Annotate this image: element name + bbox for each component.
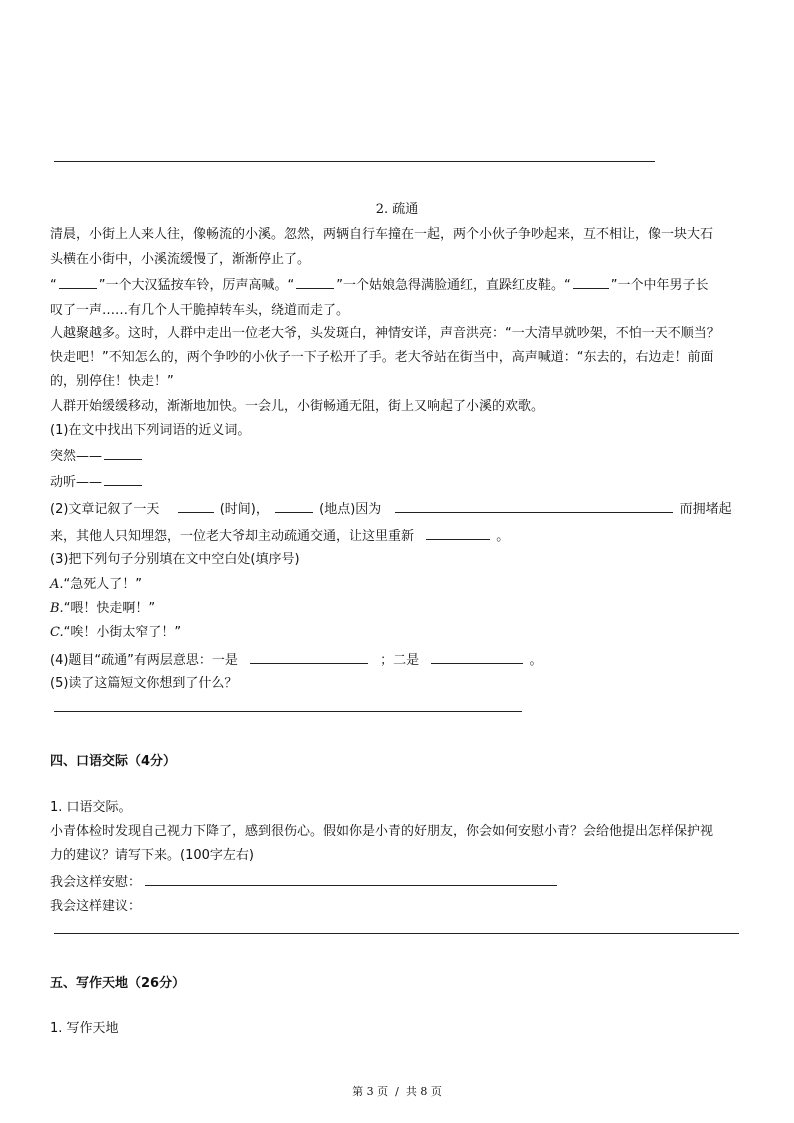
answer-line[interactable] [54,711,522,712]
answer-blank[interactable] [296,276,334,289]
prompt-line: 力的建议？请写下来。(100字左右) [50,848,254,863]
suggest-label: 我会这样建议： [50,899,142,914]
answer-blank[interactable] [275,500,313,513]
option-text: “喂！快走啊！” [63,601,156,616]
subquestion-1: (1)在文中找出下列词语的近义词。 [50,423,251,438]
subquestion-3: (3)把下列句子分别填在文中空白处(填序号) [50,552,300,567]
option-c [50,621,181,640]
passage-line: 人越聚越多。这时，人群中走出一位老大爷，头发斑白，神情安详，声音洪亮：“一大清早就吵架，不怕一天不顺当？ [50,326,720,341]
question-title: 2. 疏通 [375,202,419,217]
q-text: (时间)， [219,502,269,517]
answer-blank[interactable] [59,276,97,289]
option-letter: A. [50,577,64,592]
answer-blank[interactable] [145,873,557,886]
passage-line: 清晨，小街上人来人往，像畅流的小溪。忽然，两辆自行车撞在一起，两个小伙子争吵起来，互不相让，像一块大石 [50,227,714,242]
subquestion-2 [50,498,732,517]
q-text: (地点)因为 [319,502,382,517]
option-text: “急死人了！” [63,577,143,592]
synonym-row [50,445,144,464]
answer-blank[interactable] [426,527,490,540]
answer-blank[interactable] [104,447,142,460]
answer-blank[interactable] [178,500,214,513]
q-text: ；二是 [380,653,420,668]
synonym-label: 动听—— [50,475,103,490]
answer-blank[interactable] [250,651,368,664]
page-number: 第 3 页 / 共 8 页 [352,1085,442,1098]
option-letter: C. [50,625,64,640]
option-text: “唉！小街太窄了！” [63,625,182,640]
answer-line [54,161,655,162]
answer-line[interactable] [54,933,739,934]
section-heading: 四、口语交际（4分） [50,754,177,769]
q-text: 。 [529,653,543,668]
passage-line: 的，别停住！快走！” [50,374,174,389]
answer-blank[interactable] [104,473,142,486]
q-text: 。 [496,529,510,544]
answer-blank[interactable] [431,651,523,664]
option-letter: B. [50,601,64,616]
section-heading: 五、写作天地（26分） [50,976,186,991]
subquestion-2-cont [50,525,509,544]
q-text: 来，其他人只知埋怨，一位老大爷却主动疏通交通，让这里重新 [50,529,415,544]
synonym-label: 突然—— [50,449,103,464]
passage-line: 头横在小街中，小溪流缓慢了，渐渐停止了。 [50,252,311,267]
passage-line: 快走吧！”不知怎么的，两个争吵的小伙子一下子松开了手。老大爷站在街当中，高声喊道：“东去的，右边走！前面 [50,350,714,365]
option-a [50,573,142,592]
passage-line: 人群开始缓缓移动，渐渐地加快。一会儿，小街畅通无阻，街上又响起了小溪的欢歌。 [50,399,545,414]
question-title: 1. 写作天地 [50,1021,119,1036]
passage-text: ”一个姑娘急得满脸通红，直跺红皮鞋。“ [336,278,571,293]
answer-blank[interactable] [395,500,673,513]
q-text: (2)文章记叙了一天 [50,502,160,517]
q-text: 而拥堵起 [679,502,732,517]
question-title: 1. 口语交际。 [50,800,132,815]
prompt-line: 小青体检时发现自己视力下降了，感到很伤心。假如你是小青的好朋友，你会如何安慰小青？会给他提出怎样保护视 [50,824,714,839]
passage-text: ”一个大汉猛按车铃，厉声高喊。“ [98,278,295,293]
passage-line [50,274,708,293]
passage-text: ”一个中年男子长 [610,278,709,293]
passage-line: 叹了一声……有几个人干脆掉转车头，绕道而走了。 [50,303,350,318]
answer-blank[interactable] [573,276,609,289]
synonym-row [50,471,144,490]
option-b [50,597,155,616]
subquestion-5: (5)读了这篇短文你想到了什么？ [50,676,238,691]
comfort-row [50,871,559,890]
subquestion-4 [50,649,542,668]
comfort-label: 我会这样安慰： [50,875,142,890]
quote-mark: “ [50,278,57,293]
q-text: (4)题目“疏通”有两层意思：一是 [50,653,238,668]
